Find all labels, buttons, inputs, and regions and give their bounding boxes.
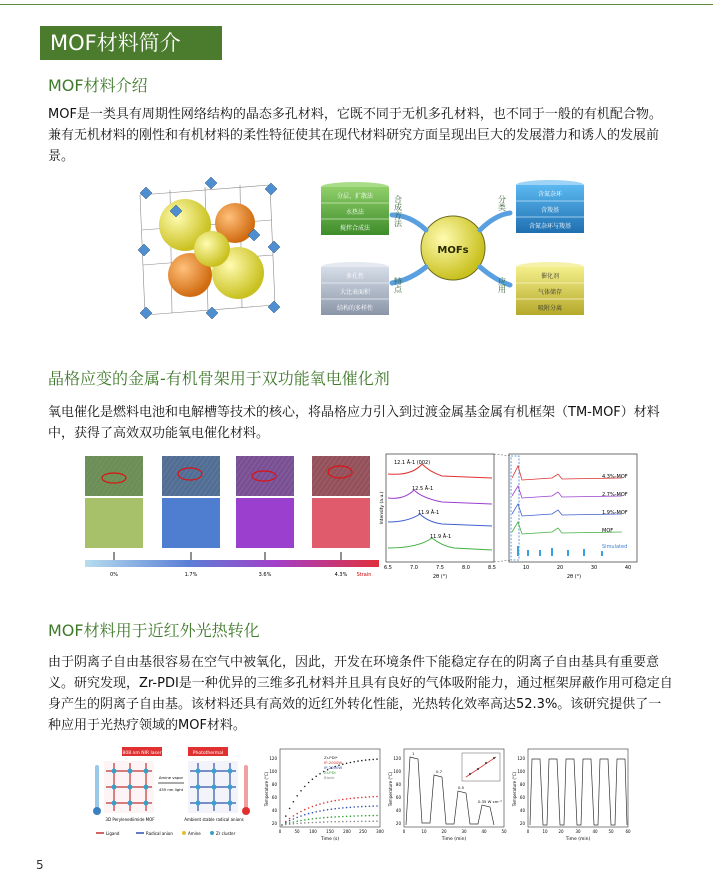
x-tick: 0 <box>402 829 406 834</box>
curve-point <box>296 795 298 797</box>
x-tick: 40 <box>592 829 598 834</box>
strain-tick: 4.3% <box>334 572 348 578</box>
xrd-full-chart <box>509 454 637 580</box>
strain-tick: 0% <box>110 572 118 578</box>
curve-point <box>338 799 340 801</box>
curve-point <box>308 819 310 821</box>
curve-point <box>296 813 298 815</box>
x-tick: 10 <box>421 829 427 834</box>
curve-point <box>369 821 371 823</box>
curve-point <box>319 821 321 823</box>
y-tick: 40 <box>519 808 525 813</box>
curve-point <box>323 817 325 819</box>
strain-gradient-bar <box>85 552 379 578</box>
category-item: 含羧基 <box>540 207 560 214</box>
curve-point <box>369 796 371 798</box>
curve-point <box>369 759 371 761</box>
curve-point <box>342 799 344 801</box>
y-tick: 120 <box>517 756 525 761</box>
curve-point <box>300 790 302 792</box>
curve-point <box>300 811 302 813</box>
curve-point <box>304 819 306 821</box>
curve-point <box>353 797 355 799</box>
heating-curve-chart <box>264 749 384 842</box>
curve-point <box>334 800 336 802</box>
application-item: 吸附分离 <box>537 305 563 312</box>
legend-item: Zr-PDI <box>324 770 336 775</box>
synthesis-item: 分层、扩散法 <box>336 193 374 200</box>
x-tick: 7.5 <box>436 565 444 571</box>
curve-point <box>319 817 321 819</box>
curve-point <box>289 820 291 822</box>
mof-lattice-right <box>188 761 238 813</box>
curve-point <box>369 815 371 817</box>
curve-point <box>369 806 371 808</box>
right-caption: Ambient stable radical anions <box>184 817 244 822</box>
schematic-legend-item: Radical anion <box>146 831 173 836</box>
curve-point <box>289 818 291 820</box>
x-tick: 0 <box>278 829 282 834</box>
xrd-legend-item: Simulated <box>602 544 628 550</box>
curve-point <box>296 823 298 825</box>
curve-point <box>353 806 355 808</box>
y-tick: 20 <box>395 821 401 826</box>
curve-point <box>312 818 314 820</box>
schematic-legend-item: Zr cluster <box>216 831 236 836</box>
curve-point <box>350 807 352 809</box>
x-tick: 40 <box>481 829 487 834</box>
curve-point <box>346 763 348 765</box>
photothermal-svg <box>92 745 652 845</box>
curve-point <box>331 808 333 810</box>
curve-point <box>342 821 344 823</box>
x-tick: 300 <box>376 829 384 834</box>
curve-point <box>285 824 287 826</box>
curve-point <box>296 817 298 819</box>
curve-point <box>361 821 363 823</box>
curve-point <box>308 782 310 784</box>
category-item: 含氮杂环与羧基 <box>528 223 572 230</box>
curve-point <box>319 810 321 812</box>
x-tick: 40 <box>624 565 632 571</box>
x-tick: 50 <box>608 829 614 834</box>
feature-item: 结构的多样性 <box>336 305 374 312</box>
curve-point <box>323 802 325 804</box>
curve-point <box>361 815 363 817</box>
curve-point <box>331 816 333 818</box>
curve-point <box>346 798 348 800</box>
x-tick: 0 <box>526 829 530 834</box>
power-label: 0.7 <box>436 769 443 774</box>
y-tick: 80 <box>519 782 525 787</box>
x-axis-label: Time (s) <box>320 837 340 842</box>
x-axis-label: Time (min) <box>441 837 467 842</box>
synthesis-label: 合成方法 <box>393 195 403 227</box>
curve-point <box>365 815 367 817</box>
curve-point <box>289 823 291 825</box>
curve-point <box>372 796 374 798</box>
curve-point <box>327 817 329 819</box>
curve-point <box>327 801 329 803</box>
curve-point <box>342 816 344 818</box>
y-axis-label: Temperature (°C) <box>264 771 269 807</box>
legend-item: IP-2000W <box>324 765 343 770</box>
curve-point <box>312 822 314 824</box>
mofs-label: MOFs <box>437 245 469 256</box>
y-tick: 60 <box>519 795 525 800</box>
photothermal-figure <box>92 745 652 845</box>
y-tick: 20 <box>519 821 525 826</box>
curve-point <box>353 821 355 823</box>
x-tick: 100 <box>309 829 317 834</box>
top-rule <box>0 4 713 5</box>
curve-point <box>346 807 348 809</box>
curve-point <box>365 796 367 798</box>
micrograph-panels <box>85 456 370 548</box>
curve-point <box>293 815 295 817</box>
curve-point <box>353 761 355 763</box>
legend-item: Blank <box>324 775 335 780</box>
section-3-heading: MOF材料用于近红外光热转化 <box>48 621 260 640</box>
power-label: 0.5 <box>458 785 465 790</box>
category-label: 分类 <box>497 195 507 211</box>
section-1-heading: MOF材料介绍 <box>48 76 148 95</box>
curve-point <box>315 822 317 824</box>
mofs-sphere <box>421 216 485 280</box>
x-tick: 150 <box>326 829 334 834</box>
curve-point <box>312 812 314 814</box>
power-cycle-chart <box>388 749 507 842</box>
curve-point <box>353 815 355 817</box>
curve-point <box>300 822 302 824</box>
page-number: 5 <box>36 858 44 872</box>
y-axis-label: Intensity (a.u.) <box>380 491 385 525</box>
curve-point <box>293 823 295 825</box>
curve-point <box>304 786 306 788</box>
strain-tick: 3.6% <box>258 572 272 578</box>
x-tick: 7.0 <box>410 565 418 571</box>
curve-point <box>350 762 352 764</box>
curve-point <box>334 816 336 818</box>
strain-tick: 1.7% <box>184 572 198 578</box>
light-label: 455 nm light <box>158 787 184 792</box>
mof-overview-svg <box>130 175 650 325</box>
feature-stack <box>321 262 403 315</box>
curve-point <box>300 815 302 817</box>
x-tick: 10 <box>522 565 530 571</box>
mof-overview-figure <box>130 175 650 325</box>
application-stack <box>498 262 585 315</box>
curve-point <box>357 806 359 808</box>
x-tick: 20 <box>441 829 447 834</box>
curve-point <box>338 808 340 810</box>
x-tick: 6.5 <box>384 565 392 571</box>
xrd-legend-item: MOF <box>602 528 614 534</box>
x-axis-label: Time (min) <box>565 837 591 842</box>
power-label: 1 <box>412 751 415 756</box>
curve-point <box>315 804 317 806</box>
curve-point <box>357 815 359 817</box>
section-2-text: 氧电催化是燃料电池和电解槽等技术的核心，将晶格应力引入到过渡金属基金属有机框架（TM-MOF）材料中，获得了高效双功能氧电催化材料。 <box>48 405 660 441</box>
x-tick: 50 <box>294 829 300 834</box>
synthesis-item: 水热法 <box>345 209 365 216</box>
mof-lattice-left <box>104 761 154 813</box>
curve-point <box>312 778 314 780</box>
xrd-peak-label: 11.9 Å-1 <box>430 534 452 540</box>
synthesis-stack <box>321 182 403 235</box>
x-tick: 30 <box>590 565 598 571</box>
curve-point <box>300 820 302 822</box>
x-tick: 60 <box>625 829 631 834</box>
curve-point <box>372 759 374 761</box>
curve-point <box>376 758 378 760</box>
curve-point <box>293 818 295 820</box>
curve-point <box>365 759 367 761</box>
curve-point <box>312 806 314 808</box>
curve-point <box>361 806 363 808</box>
curve-point <box>342 807 344 809</box>
y-tick: 100 <box>517 769 525 774</box>
y-tick: 80 <box>395 782 401 787</box>
curve-point <box>327 809 329 811</box>
xrd-zoom-chart <box>379 454 496 580</box>
x-tick: 20 <box>556 565 564 571</box>
curve-point <box>357 797 359 799</box>
application-label: 应用 <box>497 277 507 293</box>
y-tick: 40 <box>271 808 277 813</box>
x-tick: 8.0 <box>462 565 470 571</box>
curve-point <box>350 798 352 800</box>
curve-point <box>372 820 374 822</box>
section-3-text: 由于阴离子自由基很容易在空气中被氧化，因此，开发在环境条件下能稳定存在的阴离子自由基具有重要意义。研究发现，Zr-PDI是一种优异的三维多孔材料并且具有良好的气体吸附能力，通过框架屏蔽作用可稳定自身产生的阴离子自由基。该材料还具有高效的近红外转化性能，光热转化效率高达52.3%。该研究提供了一种应用于光热疗领域的MOF材料。 <box>48 655 673 733</box>
x-tick: 250 <box>359 829 367 834</box>
curve-point <box>304 809 306 811</box>
curve-point <box>346 821 348 823</box>
x-tick: 20 <box>558 829 564 834</box>
synthesis-item: 搅拌合成法 <box>339 225 371 232</box>
power-label: 0.35 W cm⁻² <box>478 799 502 804</box>
curve-point <box>289 808 291 810</box>
y-tick: 100 <box>269 769 277 774</box>
application-item: 气体储存 <box>537 289 563 296</box>
curve-point <box>331 821 333 823</box>
x-tick: 30 <box>575 829 581 834</box>
curve-point <box>304 814 306 816</box>
legend-item: IP-2000W <box>324 760 343 765</box>
y-tick: 20 <box>271 821 277 826</box>
curve-point <box>327 821 329 823</box>
xrd-legend-item: 2.7%-MOF <box>602 492 628 498</box>
crystal-structure-image <box>138 177 280 319</box>
xrd-peak-label: 12.1 Å-1 (002) <box>394 460 431 466</box>
legend-item: Zr-PDI* <box>324 755 338 760</box>
x-tick: 10 <box>542 829 548 834</box>
photothermal-schematic <box>92 745 254 843</box>
curve-point <box>357 760 359 762</box>
curve-point <box>308 822 310 824</box>
laser-label: 808 nm NIR laser <box>122 751 162 756</box>
y-axis-label: Temperature (°C) <box>512 771 517 807</box>
curve-point <box>365 821 367 823</box>
curve-point <box>357 821 359 823</box>
curve-point <box>308 807 310 809</box>
y-tick: 120 <box>269 756 277 761</box>
curve-point <box>361 797 363 799</box>
curve-point <box>350 821 352 823</box>
curve-point <box>319 803 321 805</box>
curve-point <box>315 811 317 813</box>
x-axis-label: 2θ (°) <box>432 574 448 580</box>
curve-point <box>331 801 333 803</box>
curve-point <box>365 806 367 808</box>
curve-point <box>338 821 340 823</box>
x-tick: 50 <box>501 829 507 834</box>
curve-point <box>372 805 374 807</box>
category-item: 含氮杂环 <box>537 191 563 198</box>
feature-item: 多孔性 <box>345 273 365 280</box>
strain-axis-label: Strain <box>356 572 372 578</box>
y-axis-label: Temperature (°C) <box>388 771 393 807</box>
curve-point <box>293 801 295 803</box>
photothermal-label: Photothermal <box>192 751 224 756</box>
left-caption: 3D Perylenediimide MOF <box>105 817 155 822</box>
application-item: 催化剂 <box>540 273 560 280</box>
x-tick: 30 <box>461 829 467 834</box>
curve-point <box>293 821 295 823</box>
cycling-stability-chart <box>512 749 631 842</box>
feature-item: 大比表面积 <box>339 289 371 296</box>
curve-point <box>319 773 321 775</box>
xrd-legend-item: 4.3%-MOF <box>602 474 628 480</box>
curve-point <box>304 822 306 824</box>
curve-point <box>376 820 378 822</box>
curve-point <box>361 760 363 762</box>
strain-catalyst-svg <box>82 452 650 584</box>
curve-point <box>334 808 336 810</box>
curve-point <box>285 815 287 817</box>
y-tick: 80 <box>271 782 277 787</box>
curve-point <box>376 805 378 807</box>
amine-vapor-label: Amine vapor <box>158 775 184 780</box>
curve-point <box>308 813 310 815</box>
x-tick: 8.5 <box>488 565 496 571</box>
curve-point <box>346 816 348 818</box>
curve-point <box>376 796 378 798</box>
feature-label: 特点 <box>393 277 403 293</box>
xrd-peak-label: 11.9 Å-1 <box>418 510 440 516</box>
curve-point <box>315 818 317 820</box>
curve-point <box>342 763 344 765</box>
curve-point <box>315 776 317 778</box>
y-tick: 120 <box>393 756 401 761</box>
y-tick: 60 <box>271 795 277 800</box>
page-banner: MOF材料简介 <box>40 26 222 60</box>
schematic-legend-item: Ligand <box>106 831 120 836</box>
curve-point <box>281 824 283 826</box>
xrd-legend-item: 1.9%-MOF <box>602 510 628 516</box>
x-axis-label: 2θ (°) <box>566 574 582 580</box>
section-2-heading: 晶格应变的金属-有机骨架用于双功能氧电催化剂 <box>48 369 390 388</box>
curve-point <box>323 821 325 823</box>
curve-point <box>372 815 374 817</box>
y-tick: 100 <box>393 769 401 774</box>
section-1-text: MOF是一类具有周期性网络结构的晶态多孔材料，它既不同于无机多孔材料，也不同于一般的有机配合物。兼有无机材料的刚性和有机材料的柔性特征使其在现代材料研究方面呈现出巨大的发展潜力和诱人的发展前景。 <box>48 107 662 164</box>
schematic-legend-item: Amine <box>188 831 201 836</box>
x-tick: 200 <box>343 829 351 834</box>
curve-point <box>350 815 352 817</box>
curve-point <box>338 816 340 818</box>
curve-point <box>296 820 298 822</box>
xrd-peak-label: 12.5 Å-1 <box>412 486 434 492</box>
y-tick: 60 <box>395 795 401 800</box>
category-stack <box>498 180 585 233</box>
y-tick: 40 <box>395 808 401 813</box>
curve-point <box>376 815 378 817</box>
curve-point <box>334 821 336 823</box>
curve-point <box>323 810 325 812</box>
strain-catalyst-figure <box>82 452 650 584</box>
